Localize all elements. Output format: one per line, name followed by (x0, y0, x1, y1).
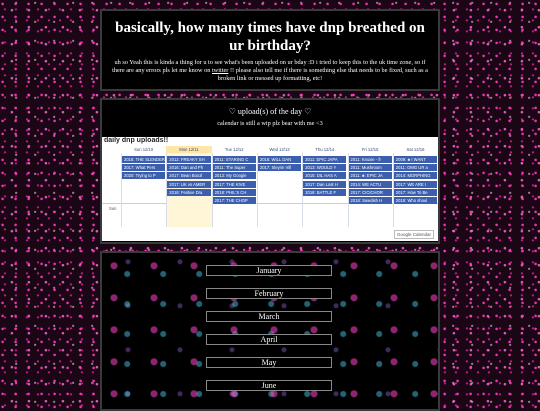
calendar-event[interactable]: 2016: Dan and Ph (167, 164, 210, 171)
page-title: basically, how many times have dnp breathed on ur birthday? (115, 20, 425, 54)
day-header[interactable]: Thu 12/14 (315, 147, 335, 152)
day-header[interactable]: Sun 12/10 (134, 147, 154, 152)
months-panel (100, 251, 440, 411)
calendar-event[interactable]: 2017: THE CHOP (213, 197, 256, 204)
twitter-link[interactable]: twitter (211, 67, 229, 74)
calendar-event[interactable]: 2018: PHIL'S CH (213, 189, 256, 196)
calendar-event[interactable]: 2017: How To Be (394, 189, 437, 196)
month-button-march[interactable]: March (206, 311, 332, 322)
allday-label: Sun (109, 206, 117, 211)
calendar-event[interactable]: 2016: THE SLENDER (124, 157, 165, 162)
calendar-event[interactable]: 2017: UK vs AMER (167, 181, 210, 188)
intro-text (108, 59, 432, 83)
calendar-event[interactable]: 2017: WE ARE I (394, 181, 437, 188)
calendar-event[interactable]: 2017: Sleyrin Vill (258, 164, 301, 171)
day-header[interactable]: Wed 12/13 (269, 147, 290, 152)
calendar-event[interactable]: 2011: Knoxie - fr (349, 156, 392, 163)
google-calendar-badge[interactable]: Google Calendar (394, 230, 434, 239)
calendar-event[interactable]: 2018: Festive Dra (167, 189, 210, 196)
calendar-event[interactable]: 2013: My Google (213, 172, 256, 179)
month-button-february[interactable]: February (206, 288, 332, 299)
intro-panel (100, 9, 440, 91)
day-header[interactable]: Sat 12/16 (406, 147, 425, 152)
month-button-january[interactable]: January (206, 265, 332, 276)
calendar-event[interactable]: 2018: Swedish H (349, 197, 392, 204)
calendar-event[interactable]: 2012: FREAKY SH (167, 156, 210, 163)
upload-heading: ♡ upload(s) of the day ♡ (228, 107, 312, 116)
month-button-june[interactable]: June (206, 380, 332, 391)
calendar-event[interactable]: 2011: ♣: EPIC JA (349, 172, 392, 179)
calendar-event[interactable]: 2009: ♣ I WANT (394, 156, 437, 163)
calendar-event[interactable]: 2017: Bean Boozl (167, 172, 210, 179)
calendar-event[interactable]: 2011: STARING C (213, 156, 256, 163)
intro-text-after: !! please also tell me if there is something else that needs to be fixed, such as a broken link or messed up formatting, etc! (217, 67, 428, 82)
calendar-event[interactable]: 2013: WOULD Y (303, 164, 346, 171)
calendar-note: calendar is still a wip plz bear with me <3 (217, 120, 323, 127)
calendar-title: daily dnp uploads!! (104, 137, 169, 144)
calendar-event[interactable]: 2017: Dan Lost H (303, 181, 346, 188)
calendar-event[interactable]: 2011: The Super (213, 164, 256, 171)
upload-panel (100, 98, 440, 244)
month-button-may[interactable]: May (206, 357, 332, 368)
calendar-event[interactable]: 2018: BATTLE F (303, 189, 346, 196)
calendar-event[interactable]: 2011: OMG UR a (394, 164, 437, 171)
calendar-event[interactable]: 2017: CICICHOR (349, 189, 392, 196)
calendar-event[interactable]: 2016: WILL DAN (258, 156, 301, 163)
intro-text-before: uh so Yeah this is kinda a thing for u to see what's been uploaded on ur bday :D i tried to keep this to the uk time zone, so if there are any errors pls let me know on (112, 59, 426, 74)
month-button-april[interactable]: April (206, 334, 332, 345)
calendar-event[interactable]: 2018: Who shoul (394, 197, 437, 204)
day-header[interactable]: Mon 12/11 (166, 146, 211, 153)
day-header[interactable]: Tue 12/12 (224, 147, 244, 152)
calendar-event[interactable]: 2011: Mushroom (349, 164, 392, 171)
calendar-event[interactable]: 2020: Trying to P (122, 172, 165, 179)
day-header[interactable]: Fri 12/15 (361, 147, 379, 152)
calendar-event[interactable]: 2017: THE KIVE (213, 181, 256, 188)
calendar-embed (102, 137, 438, 241)
calendar-event[interactable]: 2011: EPIC JAPA (303, 156, 346, 163)
calendar-event[interactable]: 2014: WE ACTU (349, 181, 392, 188)
calendar-event[interactable]: 2015: DIL HAS A (303, 172, 346, 179)
calendar-event[interactable]: 2014: MORPHING (394, 172, 437, 179)
calendar-event[interactable]: 2017: What Pers (122, 164, 165, 171)
